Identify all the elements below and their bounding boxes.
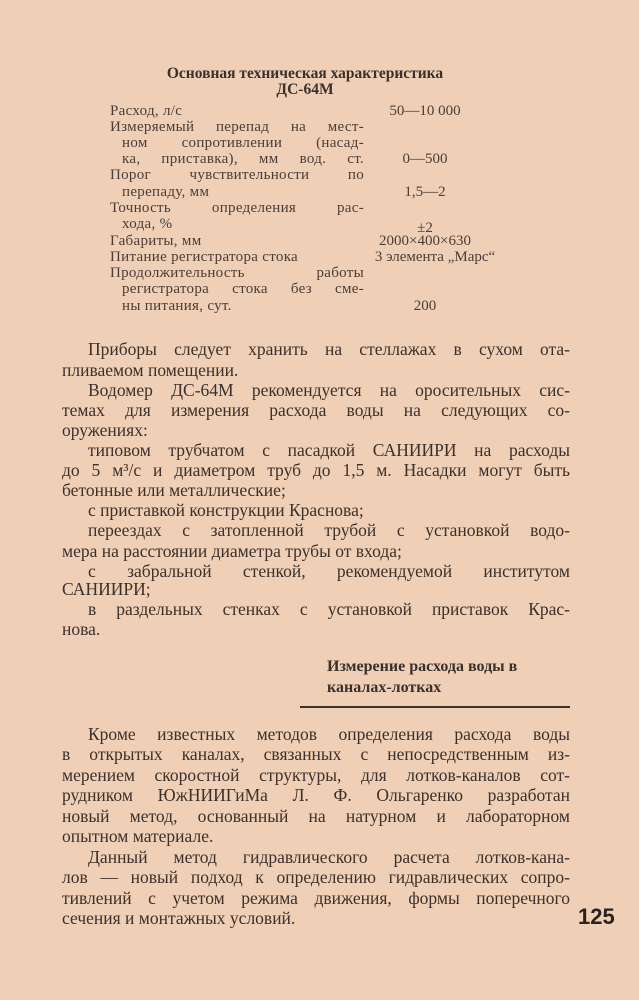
spec-label: ном сопротивлении (насад- bbox=[122, 135, 364, 151]
spec-value: 50—10 000 bbox=[389, 103, 461, 119]
spec-label: Питание регистратора стока bbox=[110, 249, 299, 265]
spec-value: 1,5—2 bbox=[404, 184, 446, 200]
spec-value: 3 элемента „Марс“ bbox=[374, 249, 496, 265]
text-line: темах для измерения расхода воды на следующих со- bbox=[62, 400, 570, 420]
text-line: мерением скоростной структуры, для лотков-каналов сот- bbox=[62, 765, 570, 785]
text-line: бетонные или металлические; bbox=[62, 480, 286, 500]
text-line: с забральной стенкой, рекомендуемой институтом bbox=[88, 561, 570, 581]
text-line: Данный метод гидравлического расчета лотков-кана- bbox=[88, 847, 570, 867]
spec-label: Расход, л/с bbox=[110, 103, 183, 119]
text-line: новый метод, основанный на натурном и лабораторном bbox=[62, 806, 570, 826]
page-number: 125 bbox=[578, 904, 615, 929]
spec-label: ны питания, сут. bbox=[122, 298, 232, 314]
spec-model: ДС-64М bbox=[276, 81, 334, 98]
text-line: рудником ЮжНИИГиМа Л. Ф. Ольгаренко разработан bbox=[62, 785, 570, 805]
spec-title-line: Основная техническая характеристика bbox=[166, 65, 444, 82]
heading-line: Измерение расхода воды в bbox=[327, 658, 518, 675]
text-line: в открытых каналах, связанных с непосредственным из- bbox=[62, 744, 570, 764]
spec-label: ка, приставка), мм вод. ст. bbox=[122, 151, 364, 167]
spec-label: Порог чувствительности по bbox=[110, 167, 364, 183]
text-line: лов — новый подход к определению гидравлических сопро- bbox=[62, 867, 570, 887]
heading-line: каналах-лотках bbox=[327, 679, 442, 696]
text-line: в раздельных стенках с установкой приставок Крас- bbox=[88, 599, 570, 619]
text-line: типовом трубчатом с пасадкой САНИИРИ на расходы bbox=[88, 440, 570, 460]
text-line: переездах с затопленной трубой с установкой водо- bbox=[88, 520, 570, 540]
spec-value: 0—500 bbox=[402, 151, 448, 167]
text-line: Кроме известных методов определения расхода воды bbox=[88, 724, 570, 744]
text-line: с приставкой конструкции Краснова; bbox=[88, 500, 364, 520]
spec-value: 200 bbox=[413, 298, 437, 314]
spec-value: 2000×400×630 bbox=[379, 233, 471, 249]
text-line: оружениях: bbox=[62, 420, 148, 440]
text-line: САНИИРИ; bbox=[62, 579, 151, 599]
spec-label: регистратора стока без сме- bbox=[122, 281, 364, 297]
text-line: мера на расстоянии диаметра трубы от входа; bbox=[62, 541, 402, 561]
spec-label: Габариты, мм bbox=[110, 233, 202, 249]
spec-label: перепаду, мм bbox=[122, 184, 210, 200]
text-line: сечения и монтажных условий. bbox=[62, 908, 296, 928]
text-line: тивлений с учетом режима движения, формы поперечного bbox=[62, 888, 570, 908]
heading-rule bbox=[300, 706, 570, 708]
spec-value: ±2 bbox=[417, 220, 433, 236]
text-line: Водомер ДС-64М рекомендуется на оросительных сис- bbox=[88, 380, 570, 400]
spec-label: Точность определения рас- bbox=[110, 200, 364, 216]
spec-label: Измеряемый перепад на мест- bbox=[110, 119, 364, 135]
text-line: до 5 м³/с и диаметром труб до 1,5 м. Насадки могут быть bbox=[62, 460, 570, 480]
text-line: Приборы следует хранить на стеллажах в сухом ота- bbox=[88, 339, 570, 359]
text-line: опытном материале. bbox=[62, 826, 214, 846]
text-line: пливаемом помещении. bbox=[62, 360, 239, 380]
text-line: нова. bbox=[62, 619, 101, 639]
spec-label: Продолжительность работы bbox=[110, 265, 364, 281]
spec-label: хода, % bbox=[122, 216, 173, 232]
